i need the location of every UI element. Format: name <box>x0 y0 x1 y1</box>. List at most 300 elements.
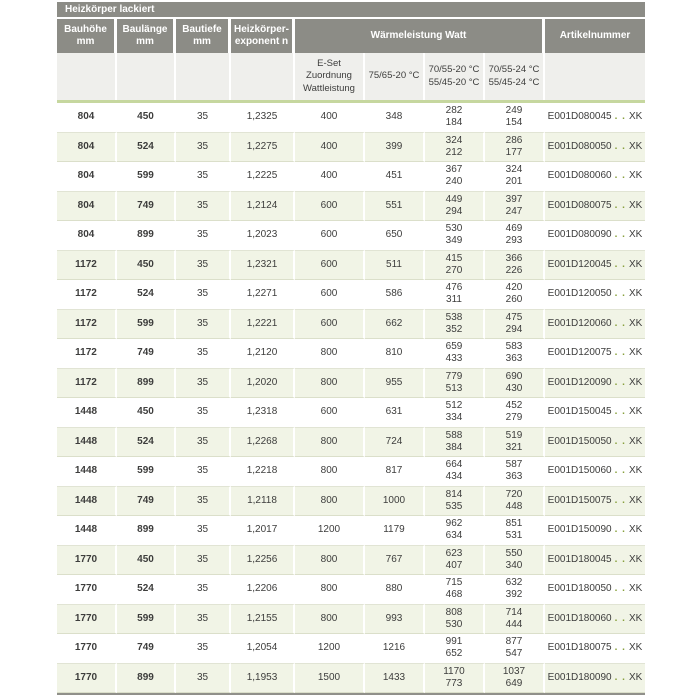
table-row <box>57 487 645 517</box>
cell-value: 993 <box>385 612 403 624</box>
cell-bautiefe <box>176 192 231 222</box>
cell-value: 955 <box>385 376 403 388</box>
cell-value: 154 <box>505 117 523 129</box>
cell-article <box>545 251 645 281</box>
cell-value: 1,2124 <box>246 199 278 211</box>
cell-exponent <box>231 133 295 163</box>
cell-value: 324 <box>505 164 523 176</box>
cell-value: 1172 <box>75 376 97 388</box>
cell-baulaenge <box>117 487 176 517</box>
cell-value: 226 <box>505 264 523 276</box>
table-row <box>57 221 645 251</box>
cell-bauhoehe <box>57 428 117 458</box>
cell-value: 800 <box>320 583 338 595</box>
cell-watt-7565 <box>365 251 425 281</box>
subheader-line: 70/55-20 °C <box>428 64 480 75</box>
cell-value: 249 <box>505 105 523 117</box>
cell-article <box>545 664 645 694</box>
subheader-line: E-Set <box>317 57 341 69</box>
cell-value: 321 <box>505 441 523 453</box>
cell-value: 1172 <box>75 317 97 329</box>
subheader-empty-exponent <box>231 53 295 100</box>
cell-value: 35 <box>196 494 209 506</box>
cell-value: 35 <box>196 111 209 123</box>
cell-value: 1,2225 <box>246 170 278 182</box>
cell-watt-7565 <box>365 310 425 340</box>
cell-value: 450 <box>137 553 154 565</box>
cell-value: 450 <box>137 258 154 270</box>
subheader-eset <box>295 53 365 100</box>
cell-eset-wattleistung <box>295 398 365 428</box>
article-number: E001D120090 . . XK <box>547 376 643 388</box>
cell-value: 599 <box>137 317 154 329</box>
article-number: E001D120045 . . XK <box>547 258 643 270</box>
table-title-bar <box>57 2 645 17</box>
cell-bautiefe <box>176 310 231 340</box>
cell-eset-wattleistung <box>295 192 365 222</box>
cell-value: 1200 <box>317 524 341 536</box>
article-number: E001D080050 . . XK <box>547 140 643 152</box>
cell-baulaenge <box>117 428 176 458</box>
cell-value: 808 <box>445 606 463 618</box>
cell-watt-7565 <box>365 516 425 546</box>
header-waermeleistung <box>295 19 545 53</box>
cell-bautiefe <box>176 605 231 635</box>
cell-eset-wattleistung <box>295 428 365 458</box>
cell-value: 600 <box>320 317 338 329</box>
cell-bautiefe <box>176 516 231 546</box>
cell-value: 1770 <box>74 671 98 683</box>
cell-value: 475 <box>505 311 523 323</box>
cell-value: 804 <box>77 170 95 182</box>
subheader-line: Zuordnung <box>306 70 352 82</box>
cell-exponent <box>231 339 295 369</box>
cell-watt-705520 <box>425 280 485 310</box>
cell-watt-705524 <box>485 369 545 399</box>
cell-value: 634 <box>445 530 463 542</box>
cell-value: 519 <box>505 429 523 441</box>
cell-value: 392 <box>505 589 523 601</box>
cell-baulaenge <box>117 221 176 251</box>
cell-value: 334 <box>445 412 463 424</box>
cell-baulaenge <box>117 192 176 222</box>
cell-value: 433 <box>445 353 463 365</box>
cell-watt-7565 <box>365 192 425 222</box>
cell-watt-705524 <box>485 428 545 458</box>
cell-eset-wattleistung <box>295 280 365 310</box>
cell-article <box>545 398 645 428</box>
table-row <box>57 575 645 605</box>
cell-watt-705524 <box>485 546 545 576</box>
cell-value: 366 <box>505 252 523 264</box>
cell-value: 35 <box>196 317 209 329</box>
table-row <box>57 103 645 133</box>
cell-value: 35 <box>196 612 209 624</box>
cell-value: 810 <box>385 347 403 359</box>
cell-exponent <box>231 310 295 340</box>
cell-exponent <box>231 605 295 635</box>
cell-value: 1216 <box>382 642 406 654</box>
cell-watt-705520 <box>425 310 485 340</box>
cell-article <box>545 369 645 399</box>
cell-exponent <box>231 369 295 399</box>
cell-watt-705524 <box>485 516 545 546</box>
article-dots: . . <box>614 642 626 654</box>
cell-value: 35 <box>196 524 209 536</box>
cell-value: 1433 <box>382 671 406 683</box>
cell-value: 1500 <box>317 671 341 683</box>
cell-value: 184 <box>445 117 463 129</box>
cell-bauhoehe <box>57 634 117 664</box>
cell-value: 400 <box>320 170 338 182</box>
cell-value: 35 <box>196 140 209 152</box>
cell-watt-7565 <box>365 103 425 133</box>
article-number: E001D120050 . . XK <box>547 288 643 300</box>
cell-watt-7565 <box>365 398 425 428</box>
cell-value: 767 <box>385 553 403 565</box>
article-dots: . . <box>614 524 626 536</box>
cell-eset-wattleistung <box>295 516 365 546</box>
cell-watt-705524 <box>485 487 545 517</box>
cell-bauhoehe <box>57 516 117 546</box>
table-row <box>57 457 645 487</box>
article-dots: . . <box>614 317 626 329</box>
cell-eset-wattleistung <box>295 664 365 694</box>
cell-value: 469 <box>505 223 523 235</box>
cell-value: 293 <box>505 235 523 247</box>
cell-watt-705524 <box>485 457 545 487</box>
cell-watt-705520 <box>425 664 485 694</box>
article-dots: . . <box>614 258 626 270</box>
cell-value: 1,2325 <box>246 111 278 123</box>
subheader-line: 55/45-20 °C <box>428 76 480 88</box>
header-line: Artikelnummer <box>559 30 631 41</box>
cell-watt-705524 <box>485 664 545 694</box>
cell-value: 1037 <box>502 665 526 677</box>
cell-value: 800 <box>320 494 338 506</box>
cell-watt-705524 <box>485 221 545 251</box>
cell-exponent <box>231 664 295 694</box>
cell-value: 1,2023 <box>246 229 278 241</box>
cell-article <box>545 339 645 369</box>
cell-value: 451 <box>385 170 403 182</box>
table-row <box>57 192 645 222</box>
cell-exponent <box>231 575 295 605</box>
cell-value: 450 <box>137 111 154 123</box>
cell-value: 363 <box>505 353 523 365</box>
cell-watt-705520 <box>425 251 485 281</box>
cell-value: 899 <box>137 229 154 241</box>
cell-watt-705520 <box>425 428 485 458</box>
cell-value: 452 <box>505 400 523 412</box>
cell-baulaenge <box>117 133 176 163</box>
cell-value: 524 <box>137 140 154 152</box>
cell-value: 600 <box>320 229 338 241</box>
cell-value: 623 <box>445 547 463 559</box>
cell-watt-7565 <box>365 428 425 458</box>
header-line: Baulänge <box>122 24 168 35</box>
cell-baulaenge <box>117 605 176 635</box>
cell-watt-705524 <box>485 192 545 222</box>
cell-value: 962 <box>445 518 463 530</box>
table-row <box>57 634 645 664</box>
cell-value: 1,2318 <box>246 406 278 418</box>
header-line: mm <box>193 36 211 47</box>
cell-value: 201 <box>505 176 523 188</box>
cell-article <box>545 457 645 487</box>
cell-baulaenge <box>117 398 176 428</box>
article-dots: . . <box>614 553 626 565</box>
cell-watt-7565 <box>365 133 425 163</box>
article-number: E001D080045 . . XK <box>547 111 643 123</box>
article-dots: . . <box>614 465 626 477</box>
cell-value: 1000 <box>382 494 406 506</box>
table-row <box>57 516 645 546</box>
cell-value: 513 <box>445 382 463 394</box>
cell-bauhoehe <box>57 103 117 133</box>
cell-eset-wattleistung <box>295 251 365 281</box>
cell-value: 35 <box>196 376 209 388</box>
cell-bautiefe <box>176 369 231 399</box>
cell-bauhoehe <box>57 575 117 605</box>
cell-watt-705520 <box>425 457 485 487</box>
cell-article <box>545 516 645 546</box>
cell-value: 690 <box>505 370 523 382</box>
cell-bautiefe <box>176 428 231 458</box>
cell-value: 177 <box>505 146 523 158</box>
cell-value: 279 <box>505 412 523 424</box>
cell-watt-705520 <box>425 546 485 576</box>
cell-watt-705524 <box>485 251 545 281</box>
cell-value: 400 <box>320 140 338 152</box>
article-number: E001D080060 . . XK <box>547 170 643 182</box>
cell-bauhoehe <box>57 398 117 428</box>
cell-value: 773 <box>445 677 463 689</box>
cell-exponent <box>231 546 295 576</box>
cell-watt-705520 <box>425 487 485 517</box>
table-bottom-border <box>57 693 645 695</box>
cell-watt-705524 <box>485 575 545 605</box>
cell-watt-705524 <box>485 398 545 428</box>
cell-value: 1172 <box>75 258 97 270</box>
cell-value: 524 <box>137 583 154 595</box>
cell-bautiefe <box>176 664 231 694</box>
cell-bautiefe <box>176 487 231 517</box>
cell-value: 1,2120 <box>246 347 278 359</box>
cell-eset-wattleistung <box>295 221 365 251</box>
cell-value: 530 <box>445 223 463 235</box>
cell-value: 324 <box>445 134 463 146</box>
cell-value: 35 <box>196 465 209 477</box>
cell-value: 35 <box>196 229 209 241</box>
cell-value: 444 <box>505 618 523 630</box>
header-line: mm <box>76 36 95 47</box>
header-bautiefe <box>176 19 231 53</box>
cell-baulaenge <box>117 162 176 192</box>
cell-watt-7565 <box>365 221 425 251</box>
cell-article <box>545 575 645 605</box>
cell-value: 1448 <box>74 524 98 536</box>
cell-value: 1448 <box>74 406 98 418</box>
cell-value: 531 <box>505 530 523 542</box>
cell-value: 1770 <box>74 553 98 565</box>
cell-baulaenge <box>117 575 176 605</box>
cell-value: 817 <box>385 465 403 477</box>
article-dots: . . <box>614 583 626 595</box>
cell-exponent <box>231 428 295 458</box>
cell-value: 35 <box>196 347 209 359</box>
article-number: E001D080075 . . XK <box>547 199 643 211</box>
cell-value: 35 <box>196 170 209 182</box>
cell-value: 35 <box>196 583 209 595</box>
cell-bautiefe <box>176 221 231 251</box>
cell-article <box>545 103 645 133</box>
column-header-row <box>57 19 645 53</box>
cell-bauhoehe <box>57 221 117 251</box>
cell-value: 1770 <box>74 642 98 654</box>
subheader-line: 75/65-20 °C <box>368 70 420 82</box>
cell-value: 600 <box>320 258 338 270</box>
article-number: E001D120060 . . XK <box>547 317 643 329</box>
cell-value: 800 <box>320 465 338 477</box>
cell-value: 448 <box>505 500 523 512</box>
cell-article <box>545 634 645 664</box>
cell-value: 1,2321 <box>246 258 278 270</box>
cell-value: 420 <box>505 282 523 294</box>
cell-bauhoehe <box>57 133 117 163</box>
cell-value: 877 <box>505 636 523 648</box>
cell-value: 600 <box>320 406 338 418</box>
cell-bautiefe <box>176 457 231 487</box>
subheader-empty-bautiefe <box>176 53 231 100</box>
cell-exponent <box>231 487 295 517</box>
cell-article <box>545 546 645 576</box>
cell-value: 1,2020 <box>246 376 278 388</box>
cell-value: 240 <box>445 176 463 188</box>
header-line: Bautiefe <box>182 24 222 35</box>
cell-value: 804 <box>77 199 95 211</box>
cell-value: 749 <box>137 199 154 211</box>
cell-exponent <box>231 221 295 251</box>
cell-watt-7565 <box>365 664 425 694</box>
cell-value: 1448 <box>74 465 98 477</box>
cell-value: 430 <box>505 382 523 394</box>
cell-value: 468 <box>445 589 463 601</box>
cell-value: 363 <box>505 471 523 483</box>
cell-watt-705524 <box>485 310 545 340</box>
cell-baulaenge <box>117 280 176 310</box>
cell-bauhoehe <box>57 339 117 369</box>
cell-value: 35 <box>196 642 209 654</box>
cell-watt-705520 <box>425 192 485 222</box>
cell-value: 530 <box>445 618 463 630</box>
cell-bauhoehe <box>57 280 117 310</box>
subheader-empty-bauhoehe <box>57 53 117 100</box>
cell-value: 1,1953 <box>246 671 278 683</box>
cell-eset-wattleistung <box>295 457 365 487</box>
cell-watt-705524 <box>485 103 545 133</box>
cell-value: 779 <box>445 370 463 382</box>
cell-article <box>545 428 645 458</box>
cell-value: 1,2054 <box>246 642 278 654</box>
cell-watt-7565 <box>365 487 425 517</box>
cell-article <box>545 133 645 163</box>
article-dots: . . <box>614 111 626 123</box>
table-row <box>57 546 645 576</box>
cell-eset-wattleistung <box>295 339 365 369</box>
cell-baulaenge <box>117 369 176 399</box>
cell-value: 587 <box>505 459 523 471</box>
cell-article <box>545 221 645 251</box>
table-row <box>57 310 645 340</box>
cell-value: 551 <box>385 199 403 211</box>
cell-value: 35 <box>196 671 209 683</box>
cell-value: 1,2155 <box>246 612 278 624</box>
cell-watt-705520 <box>425 516 485 546</box>
cell-value: 600 <box>320 199 338 211</box>
cell-value: 538 <box>445 311 463 323</box>
cell-eset-wattleistung <box>295 310 365 340</box>
article-dots: . . <box>614 376 626 388</box>
cell-value: 899 <box>137 376 154 388</box>
cell-value: 631 <box>385 406 403 418</box>
article-number: E001D180075 . . XK <box>547 642 643 654</box>
header-line: exponent n <box>234 36 289 47</box>
subheader-75-65 <box>365 53 425 100</box>
subheader-empty-artikel <box>545 53 645 100</box>
cell-value: 632 <box>505 577 523 589</box>
table-row <box>57 428 645 458</box>
cell-value: 1,2221 <box>246 317 278 329</box>
article-number: E001D150060 . . XK <box>547 465 643 477</box>
cell-value: 1,2275 <box>246 140 278 152</box>
header-artikelnummer <box>545 19 645 53</box>
article-number: E001D180050 . . XK <box>547 583 643 595</box>
cell-bauhoehe <box>57 192 117 222</box>
cell-value: 1,2271 <box>246 288 278 300</box>
cell-eset-wattleistung <box>295 575 365 605</box>
cell-value: 35 <box>196 553 209 565</box>
cell-value: 650 <box>385 229 403 241</box>
cell-value: 800 <box>320 612 338 624</box>
cell-value: 407 <box>445 559 463 571</box>
cell-value: 588 <box>445 429 463 441</box>
cell-value: 715 <box>445 577 463 589</box>
cell-value: 814 <box>445 488 463 500</box>
cell-watt-705520 <box>425 369 485 399</box>
cell-value: 367 <box>445 164 463 176</box>
cell-value: 547 <box>505 648 523 660</box>
cell-value: 397 <box>505 193 523 205</box>
article-number: E001D080090 . . XK <box>547 229 643 241</box>
cell-bautiefe <box>176 546 231 576</box>
cell-value: 800 <box>320 347 338 359</box>
table-row <box>57 664 645 694</box>
article-number: E001D120075 . . XK <box>547 347 643 359</box>
cell-value: 800 <box>320 553 338 565</box>
cell-bautiefe <box>176 280 231 310</box>
article-dots: . . <box>614 612 626 624</box>
cell-watt-7565 <box>365 369 425 399</box>
cell-bauhoehe <box>57 369 117 399</box>
article-dots: . . <box>614 199 626 211</box>
cell-watt-705524 <box>485 162 545 192</box>
cell-value: 1770 <box>74 583 98 595</box>
cell-bautiefe <box>176 634 231 664</box>
cell-value: 35 <box>196 435 209 447</box>
cell-value: 1448 <box>74 435 98 447</box>
cell-watt-705524 <box>485 634 545 664</box>
